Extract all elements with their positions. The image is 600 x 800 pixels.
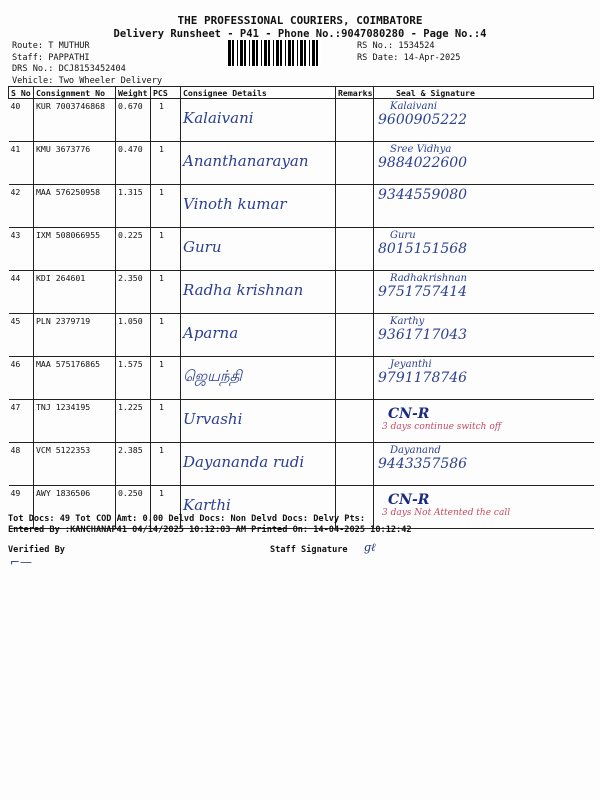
consignee-details bbox=[181, 99, 336, 142]
seal-signature bbox=[374, 357, 594, 400]
consignment-number: PLN 2379719 bbox=[34, 314, 116, 357]
return-mark: CN-R bbox=[388, 406, 430, 422]
serial-number: 45 bbox=[9, 314, 34, 357]
weight: 2.385 bbox=[116, 443, 151, 486]
table-header-row bbox=[9, 87, 594, 99]
signature-name: Sree Vidhya bbox=[390, 144, 452, 155]
serial-number: 47 bbox=[9, 400, 34, 443]
table-row bbox=[9, 400, 594, 443]
weight: 1.225 bbox=[116, 400, 151, 443]
signature-name: Kalaivani bbox=[390, 101, 438, 112]
signature-phone: 9443357586 bbox=[378, 456, 468, 472]
signature-phone: 9361717043 bbox=[378, 327, 468, 343]
serial-number: 42 bbox=[9, 185, 34, 228]
table-row bbox=[9, 185, 594, 228]
signature-name: Jeyanthi bbox=[390, 359, 432, 370]
consignee-details bbox=[181, 185, 336, 228]
table-row bbox=[9, 314, 594, 357]
column-header: Weight bbox=[116, 87, 151, 99]
barcode-bar bbox=[318, 40, 321, 66]
consignee-handwriting: Guru bbox=[183, 238, 222, 256]
weight: 0.470 bbox=[116, 142, 151, 185]
barcode bbox=[228, 40, 352, 66]
runsheet-meta-left bbox=[12, 41, 162, 87]
serial-number: 41 bbox=[9, 142, 34, 185]
consignee-handwriting: Vinoth kumar bbox=[183, 195, 287, 213]
pieces: 1 bbox=[151, 271, 181, 314]
pieces: 1 bbox=[151, 400, 181, 443]
seal-signature bbox=[374, 185, 594, 228]
weight: 0.670 bbox=[116, 99, 151, 142]
signature-phone: 9344559080 bbox=[378, 187, 468, 203]
consignment-number: KUR 7003746868 bbox=[34, 99, 116, 142]
company-name: THE PROFESSIONAL COURIERS, COIMBATORE bbox=[177, 14, 423, 27]
column-header: S No bbox=[9, 87, 34, 99]
consignee-details bbox=[181, 142, 336, 185]
seal-signature bbox=[374, 228, 594, 271]
signature-phone: 8015151568 bbox=[378, 241, 468, 257]
serial-number: 49 bbox=[9, 486, 34, 529]
signature-phone: 9600905222 bbox=[378, 112, 468, 128]
staff-signature-mark: ɡℓ bbox=[364, 541, 376, 554]
remarks bbox=[336, 357, 374, 400]
consignment-number: VCM 5122353 bbox=[34, 443, 116, 486]
pieces: 1 bbox=[151, 142, 181, 185]
pieces: 1 bbox=[151, 486, 181, 529]
runsheet-subtitle: Delivery Runsheet - P41 - Phone No.:9047080280 - Page No.:4 bbox=[113, 28, 487, 40]
consignee-details bbox=[181, 357, 336, 400]
seal-signature bbox=[374, 400, 594, 443]
return-note: 3 days Not Attented the call bbox=[382, 508, 511, 518]
seal-signature bbox=[374, 443, 594, 486]
seal-signature bbox=[374, 314, 594, 357]
signature-name: Karthy bbox=[390, 316, 425, 327]
consignee-details bbox=[181, 400, 336, 443]
consignee-details bbox=[181, 443, 336, 486]
seal-signature bbox=[374, 271, 594, 314]
consignee-handwriting: Urvashi bbox=[183, 410, 243, 428]
remarks bbox=[336, 400, 374, 443]
pieces: 1 bbox=[151, 99, 181, 142]
seal-signature bbox=[374, 99, 594, 142]
consignment-number: KMU 3673776 bbox=[34, 142, 116, 185]
consignee-details bbox=[181, 271, 336, 314]
column-header: Consignee Details bbox=[181, 87, 336, 99]
vehicle: Vehicle: Two Wheeler Delivery bbox=[12, 75, 163, 86]
remarks bbox=[336, 142, 374, 185]
remarks bbox=[336, 228, 374, 271]
table-row bbox=[9, 142, 594, 185]
signature-phone: 9791178746 bbox=[378, 370, 468, 386]
drs-number: DRS No.: DCJ8153452404 bbox=[12, 64, 126, 74]
signature-phone: 9884022600 bbox=[378, 155, 468, 171]
table-row bbox=[9, 443, 594, 486]
consignee-handwriting: Kalaivani bbox=[183, 109, 254, 127]
signature-name: Radhakrishnan bbox=[390, 273, 467, 284]
verifier-signature-mark: ⌐— bbox=[10, 555, 33, 569]
route: Route: T MUTHUR bbox=[12, 41, 90, 51]
column-header: Remarks bbox=[336, 87, 374, 99]
consignee-handwriting: Karthi bbox=[183, 496, 231, 514]
signature-phone: 9751757414 bbox=[378, 284, 468, 300]
remarks bbox=[336, 443, 374, 486]
pieces: 1 bbox=[151, 185, 181, 228]
consignee-details bbox=[181, 228, 336, 271]
column-header: PCS bbox=[151, 87, 181, 99]
consignee-handwriting: ஜெயந்தி bbox=[183, 367, 242, 385]
consignee-handwriting: Dayananda rudi bbox=[183, 453, 305, 471]
consignment-number: MAA 576250958 bbox=[34, 185, 116, 228]
serial-number: 48 bbox=[9, 443, 34, 486]
remarks bbox=[336, 314, 374, 357]
pieces: 1 bbox=[151, 443, 181, 486]
consignment-number: MAA 575176865 bbox=[34, 357, 116, 400]
weight: 0.225 bbox=[116, 228, 151, 271]
table-row bbox=[9, 99, 594, 142]
serial-number: 46 bbox=[9, 357, 34, 400]
signature-name: Dayanand bbox=[390, 445, 441, 456]
consignee-details bbox=[181, 314, 336, 357]
remarks bbox=[336, 185, 374, 228]
column-header: Seal & Signature bbox=[374, 87, 594, 99]
table-row bbox=[9, 357, 594, 400]
return-mark: CN-R bbox=[388, 492, 430, 508]
table-row bbox=[9, 271, 594, 314]
staff-signature-label: Staff Signature bbox=[270, 545, 348, 555]
rs-number: RS No.: 1534524 bbox=[357, 41, 435, 51]
consignment-number: IXM 508066955 bbox=[34, 228, 116, 271]
weight: 1.050 bbox=[116, 314, 151, 357]
runsheet-table bbox=[8, 86, 594, 529]
weight: 1.315 bbox=[116, 185, 151, 228]
remarks bbox=[336, 271, 374, 314]
consignment-number: KDI 264601 bbox=[34, 271, 116, 314]
remarks bbox=[336, 99, 374, 142]
seal-signature bbox=[374, 486, 594, 529]
table-row bbox=[9, 228, 594, 271]
pieces: 1 bbox=[151, 314, 181, 357]
serial-number: 43 bbox=[9, 228, 34, 271]
entered-by-line: Entered By :KANCHANAP41 04/14/2025 10:12:03 AM Printed On: 14-04-2025 10:12:42 bbox=[8, 525, 412, 535]
consignee-handwriting: Ananthanarayan bbox=[183, 152, 309, 170]
serial-number: 40 bbox=[9, 99, 34, 142]
runsheet-meta-right bbox=[357, 41, 460, 64]
weight: 2.350 bbox=[116, 271, 151, 314]
consignment-number: TNJ 1234195 bbox=[34, 400, 116, 443]
weight: 1.575 bbox=[116, 357, 151, 400]
totals-line: Tot Docs: 49 Tot COD Amt: 0.00 Delvd Docs: Non Delvd Docs: Delvy Pts: bbox=[8, 514, 365, 524]
serial-number: 44 bbox=[9, 271, 34, 314]
consignee-handwriting: Radha krishnan bbox=[183, 281, 304, 299]
weight: 0.250 bbox=[116, 486, 151, 529]
pieces: 1 bbox=[151, 357, 181, 400]
pieces: 1 bbox=[151, 228, 181, 271]
consignee-handwriting: Aparna bbox=[183, 324, 239, 342]
signature-name: Guru bbox=[390, 230, 416, 241]
verified-by-label: Verified By bbox=[8, 545, 65, 555]
consignment-number: AWY 1836506 bbox=[34, 486, 116, 529]
column-header: Consignment No bbox=[34, 87, 116, 99]
seal-signature bbox=[374, 142, 594, 185]
rs-date: RS Date: 14-Apr-2025 bbox=[357, 52, 461, 63]
staff: Staff: PAPPATHI bbox=[12, 52, 90, 63]
return-note: 3 days continue switch off bbox=[382, 422, 502, 432]
